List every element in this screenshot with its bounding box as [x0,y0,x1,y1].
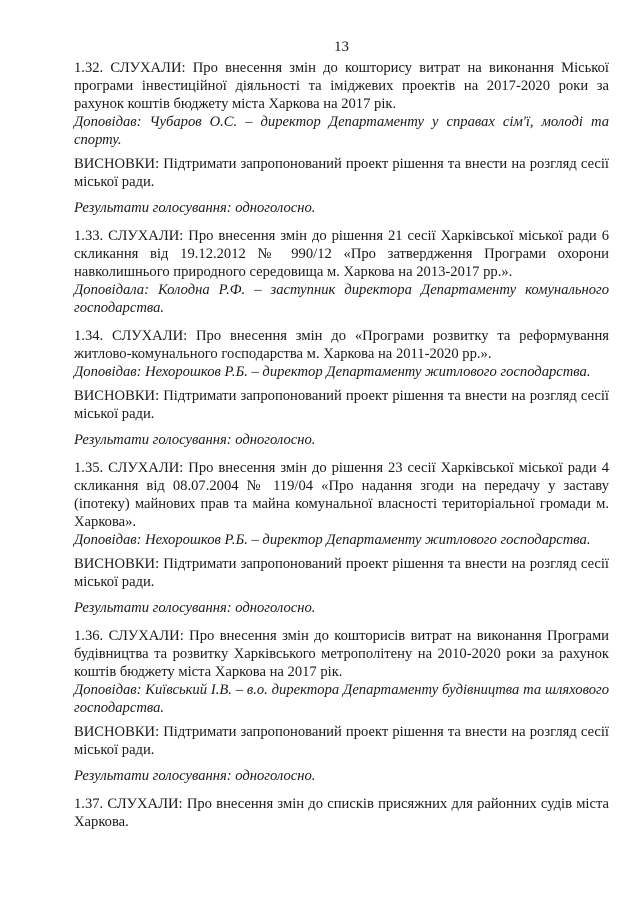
listen-text: 1.37. СЛУХАЛИ: Про внесення змін до списків присяжних для районних судів міста Харкова. [74,796,609,830]
speaker-text: Доповідав: Нехорошков Р.Б. – директор Департаменту житлового господарства. [74,532,591,548]
agenda-item-1-36 [74,627,609,785]
speaker-text: Доповідав: Нехорошков Р.Б. – директор Департаменту житлового господарства. [74,364,591,380]
conclusion-text: ВИСНОВКИ: Підтримати запропонований проект рішення та внести на розгляд сесії міської ради. [74,724,609,758]
conclusion-text: ВИСНОВКИ: Підтримати запропонований проект рішення та внести на розгляд сесії міської ради. [74,556,609,590]
voting-result: Результати голосування: одноголосно. [74,600,316,616]
speaker-text: Доповідав: Київський І.В. – в.о. директора Департаменту будівництва та шляхового господарства. [74,682,609,716]
listen-text: 1.35. СЛУХАЛИ: Про внесення змін до рішення 23 сесії Харківської міської ради 4 скликання від 08.07.2004 № 119/04 «Про надання згоди на передачу у заставу (іпотеку) майнових прав та майна комунальної власності територіальної громади м. Харкова». [74,460,609,530]
agenda-item-1-34 [74,327,609,449]
listen-text: 1.36. СЛУХАЛИ: Про внесення змін до кошторисів витрат на виконання Програми будівництва та розвитку Харківського метрополітену на 2010-2020 роки за рахунок коштів бюджету міста Харкова на 2017 рік. [74,628,609,680]
listen-text: 1.33. СЛУХАЛИ: Про внесення змін до рішення 21 сесії Харківської міської ради 6 скликання від 19.12.2012 № 990/12 «Про затвердження Програми охорони навколишнього природного середовища м. Харкова на 2013-2017 рр.». [74,228,609,280]
listen-text: 1.32. СЛУХАЛИ: Про внесення змін до кошторису витрат на виконання Міської програми інвестиційної діяльності та іміджевих проектів на 2017-2020 роки за рахунок коштів бюджету міста Харкова на 2017 рік. [74,60,609,112]
page-number: 13 [334,39,349,55]
voting-result: Результати голосування: одноголосно. [74,200,316,216]
conclusion-text: ВИСНОВКИ: Підтримати запропонований проект рішення та внести на розгляд сесії міської ради. [74,388,609,422]
voting-result: Результати голосування: одноголосно. [74,768,316,784]
speaker-text: Доповідала: Колодна Р.Ф. – заступник директора Департаменту комунального господарства. [74,282,609,316]
agenda-item-1-32 [74,59,609,217]
voting-result: Результати голосування: одноголосно. [74,432,316,448]
speaker-text: Доповідав: Чубаров О.С. – директор Департаменту у справах сім'ї, молоді та спорту. [74,114,609,148]
minutes-list [74,59,609,831]
agenda-item-1-37 [74,795,609,831]
agenda-item-1-35 [74,459,609,617]
agenda-item-1-33 [74,227,609,317]
conclusion-text: ВИСНОВКИ: Підтримати запропонований проект рішення та внести на розгляд сесії міської ради. [74,156,609,190]
listen-text: 1.34. СЛУХАЛИ: Про внесення змін до «Програми розвитку та реформування житлово-комунального господарства м. Харкова на 2011-2020 рр.». [74,328,609,362]
